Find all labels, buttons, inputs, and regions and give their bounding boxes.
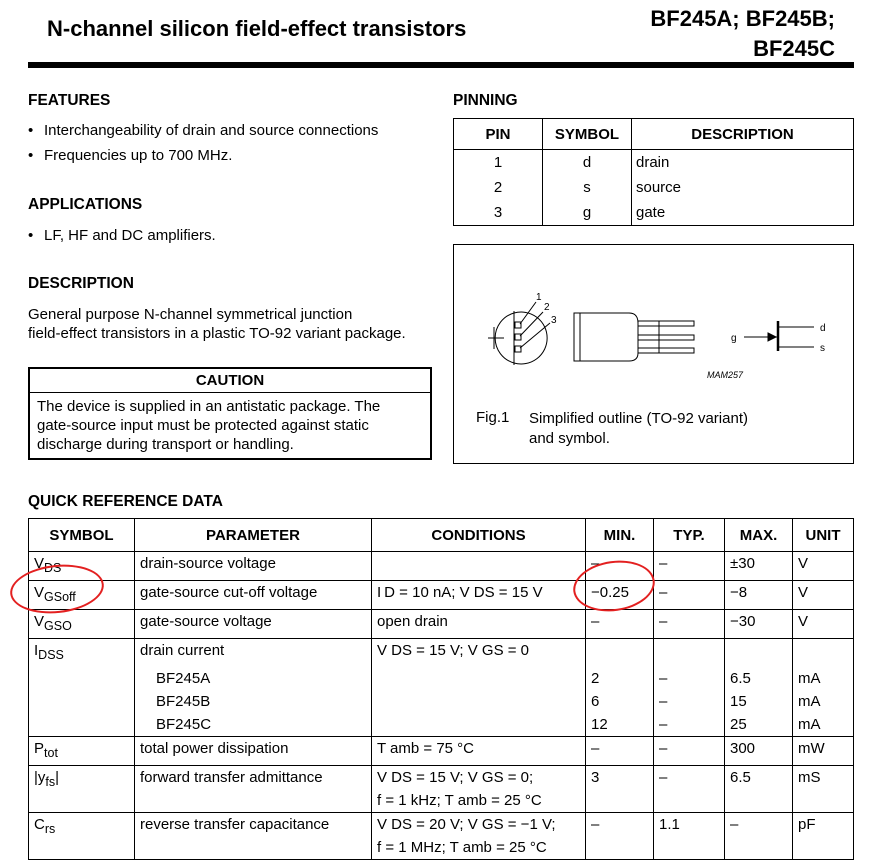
type-number — [650, 4, 835, 64]
to92-side-view — [574, 313, 694, 361]
caution-box — [28, 367, 432, 460]
table-row: $C_{rs}$ reverse transfer capacitance V DS = 20 V; V GS = −1 V; f = 1 MHz; T amb = 25 °C – 1.1 – pF — [29, 813, 854, 860]
col-header: TYP. — [654, 519, 725, 552]
table-row: $V_{GSoff}$ gate-source cut-off voltage I D = 10 nA; V DS = 15 V −0.25 – −8 V — [29, 581, 854, 610]
col-header: SYMBOL — [543, 119, 632, 150]
symbol-cell: $I_{DSS}$ — [29, 639, 135, 668]
description-text: General purpose N-channel symmetrical junction field-effect transistors in a plastic TO-92 variant package. — [28, 306, 406, 342]
bullet-icon: • — [28, 227, 34, 244]
qrd-heading: QUICK REFERENCE DATA — [28, 493, 223, 510]
col-header: PIN — [454, 119, 543, 150]
table-row: $V_{GSO}$ gate-source voltage open drain – – −30 V — [29, 610, 854, 639]
description-heading: DESCRIPTION — [28, 275, 134, 292]
jfet-symbol — [744, 321, 814, 351]
col-header: UNIT — [793, 519, 854, 552]
applications-heading: APPLICATIONS — [28, 196, 143, 213]
symbol-label-d: d — [820, 323, 826, 334]
col-header: CONDITIONS — [372, 519, 586, 552]
features-heading: FEATURES — [28, 92, 111, 109]
header-rule — [28, 62, 854, 68]
page-title: N-channel silicon field-effect transistors — [47, 16, 467, 41]
quick-reference-table — [28, 518, 854, 860]
type-number-line2: BF245C — [753, 36, 835, 61]
pin-label: 2 — [544, 302, 550, 313]
pin-label: 1 — [536, 292, 542, 303]
symbol-cell: $|y_{fs}|$ — [29, 766, 135, 813]
col-header: MIN. — [586, 519, 654, 552]
bullet-icon: • — [28, 147, 34, 164]
table-row: BF245A 2 – 6.5 mA — [29, 667, 854, 690]
col-header: MAX. — [725, 519, 793, 552]
table-row: $P_{tot}$ total power dissipation T amb = 75 °C – – 300 mW — [29, 737, 854, 766]
conditions-cell: I D = 10 nA; V DS = 15 V — [372, 581, 586, 610]
symbol-cell: $V_{DS}$ — [29, 552, 135, 581]
col-header: SYMBOL — [29, 519, 135, 552]
application-item: • LF, HF and DC amplifiers. — [28, 227, 216, 244]
figure-box — [453, 244, 854, 464]
symbol-label-s: s — [820, 343, 825, 354]
table-row: 1 d drain — [454, 150, 854, 176]
caution-text: The device is supplied in an antistatic package. The gate-source input must be protected against static discharge during transport or handling. — [37, 398, 381, 453]
min-value-cell: −0.25 — [586, 581, 654, 610]
symbol-cell: $C_{rs}$ — [29, 813, 135, 860]
qrd-header-row — [29, 519, 854, 552]
bullet-icon: • — [28, 122, 34, 139]
symbol-cell: $P_{tot}$ — [29, 737, 135, 766]
symbol-label-g: g — [731, 333, 737, 344]
feature-item: • Frequencies up to 700 MHz. — [28, 147, 233, 164]
table-row: BF245B 6 – 15 mA — [29, 690, 854, 713]
col-header: DESCRIPTION — [632, 119, 854, 150]
pinning-table — [453, 118, 854, 226]
type-number-line1: BF245A; BF245B; — [650, 6, 835, 31]
pin-label: 3 — [551, 315, 557, 326]
pinning-header-row — [454, 119, 854, 150]
caution-heading: CAUTION — [30, 369, 430, 393]
feature-item: • Interchangeability of drain and source connections — [28, 122, 379, 139]
symbol-cell: $V_{GSO}$ — [29, 610, 135, 639]
pinning-heading: PINNING — [453, 92, 518, 109]
table-row: 3 g gate — [454, 200, 854, 226]
symbol-cell: $V_{GSoff}$ — [29, 581, 135, 610]
figure-label: Fig.1 — [476, 409, 510, 426]
col-header: PARAMETER — [135, 519, 372, 552]
table-row: $V_{DS}$ drain-source voltage – – ±30 V — [29, 552, 854, 581]
figure-code: MAM257 — [707, 370, 744, 380]
table-row: BF245C 12 – 25 mA — [29, 713, 854, 737]
figure-caption: Simplified outline (TO-92 variant) and symbol. — [529, 410, 748, 447]
table-row: 2 s source — [454, 175, 854, 200]
table-row: $I_{DSS}$ drain current V DS = 15 V; V GS = 0 — [29, 639, 854, 668]
to92-top-view — [488, 302, 550, 365]
table-row: $|y_{fs}|$ forward transfer admittance V DS = 15 V; V GS = 0; f = 1 kHz; T amb = 25 °C 3 – 6.5 mS — [29, 766, 854, 813]
